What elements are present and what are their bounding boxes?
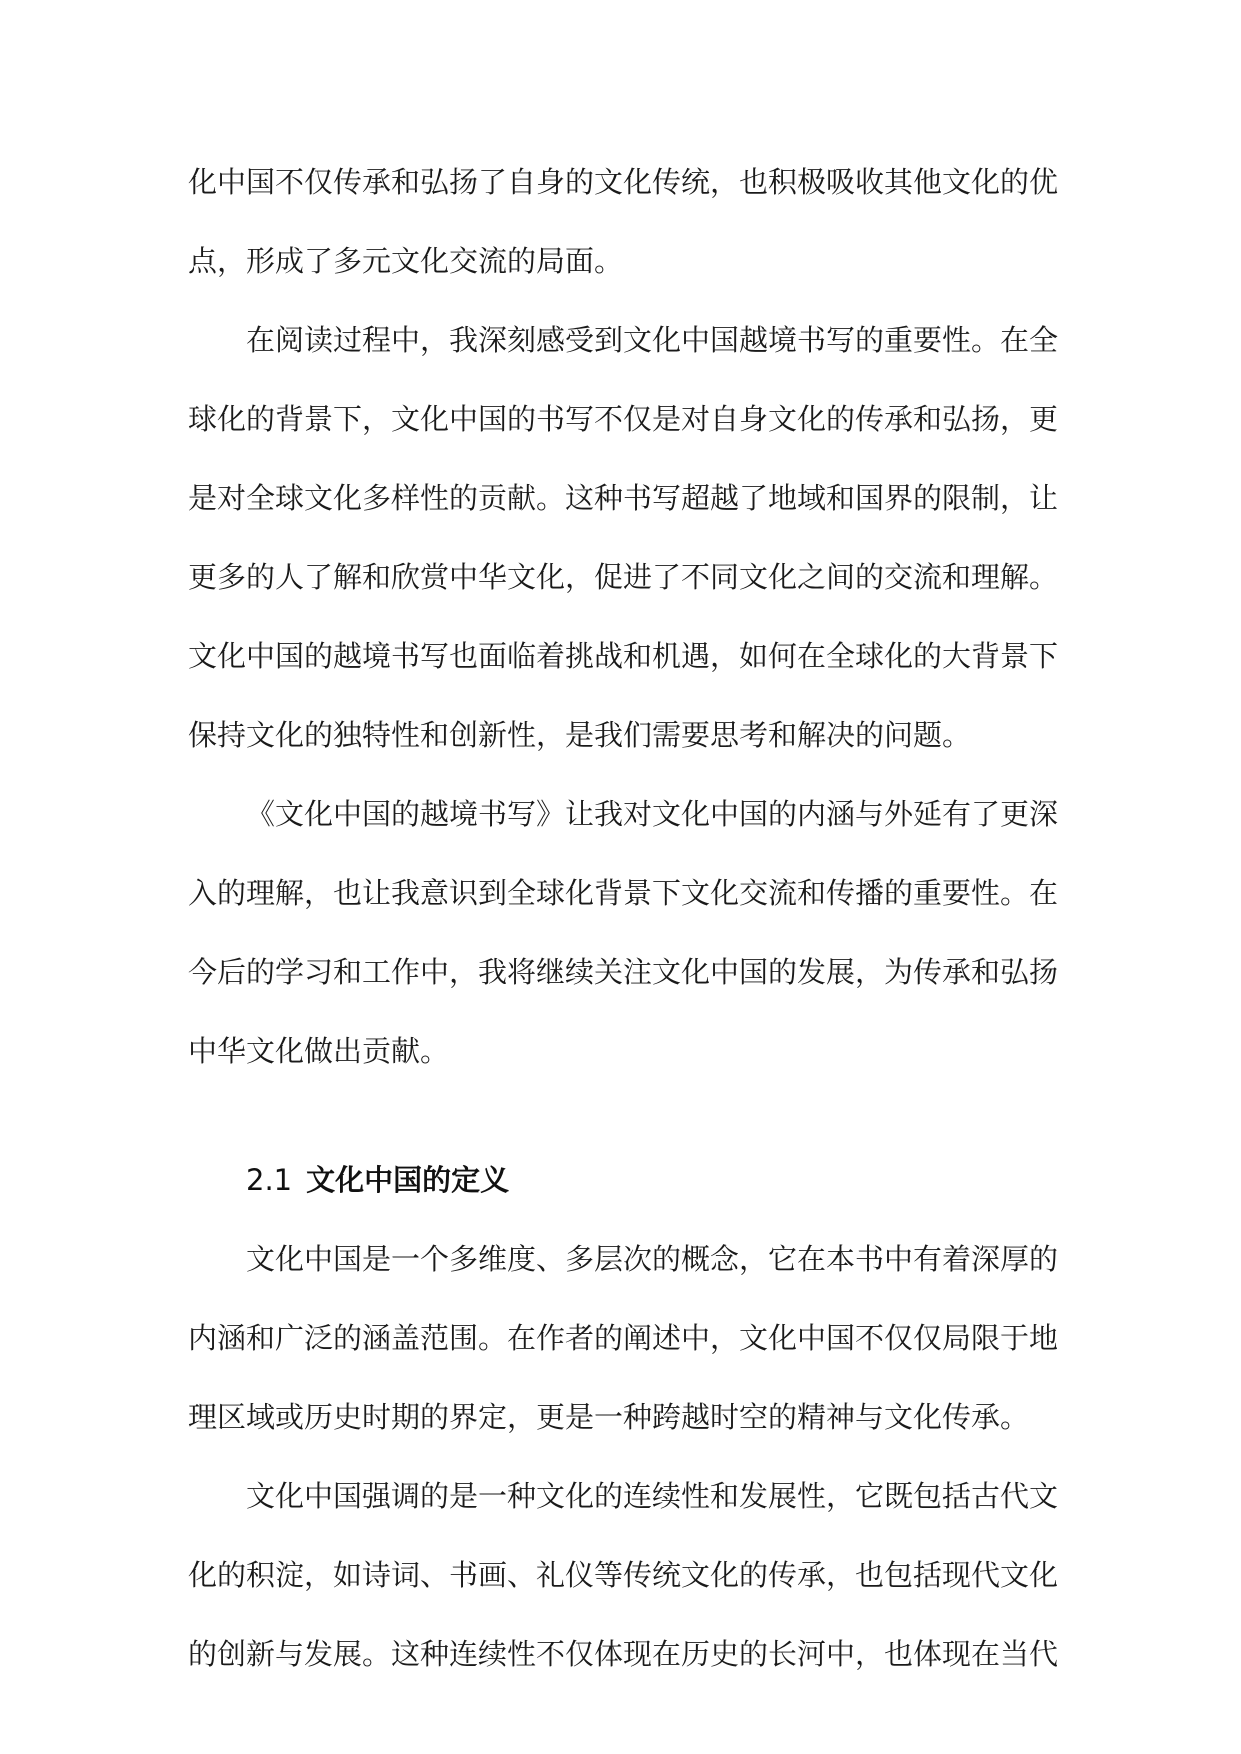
section-title: 文化中国的定义 [306, 1163, 510, 1197]
paragraph-definition: 文化中国是一个多维度、多层次的概念，它在本书中有着深厚的内涵和广泛的涵盖范围。在作者的阐述中，文化中国不仅仅局限于地理区域或历史时期的界定，更是一种跨越时空的精神与文化传承。 [188, 1242, 1059, 1434]
section-number: 2.1 [246, 1163, 293, 1197]
paragraph-reading-reflection: 在阅读过程中，我深刻感受到文化中国越境书写的重要性。在全球化的背景下，文化中国的书写不仅是对自身文化的传承和弘扬，更是对全球文化多样性的贡献。这种书写超越了地域和国界的限制，让更多的人了解和欣赏中华文化，促进了不同文化之间的交流和理解。文化中国的越境书写也面临着挑战和机遇，如何在全球化的大背景下保持文化的独特性和创新性，是我们需要思考和解决的问题。 [188, 323, 1059, 752]
section-spacer [188, 1091, 1058, 1141]
section-heading [188, 1141, 1058, 1220]
paragraph-continuity: 文化中国强调的是一种文化的连续性和发展性，它既包括古代文化的积淀，如诗词、书画、礼仪等传统文化的传承，也包括现代文化的创新与发展。这种连续性不仅体现在历史的长河中，也体现在当代 [188, 1479, 1059, 1671]
paragraph-book-summary: 《文化中国的越境书写》让我对文化中国的内涵与外延有了更深入的理解，也让我意识到全球化背景下文化交流和传播的重要性。在今后的学习和工作中，我将继续关注文化中国的发展，为传承和弘扬中华文化做出贡献。 [188, 797, 1059, 1068]
paragraph-continuation: 化中国不仅传承和弘扬了自身的文化传统，也积极吸收其他文化的优点，形成了多元文化交流的局面。 [188, 165, 1059, 278]
document-body [188, 143, 1058, 1694]
